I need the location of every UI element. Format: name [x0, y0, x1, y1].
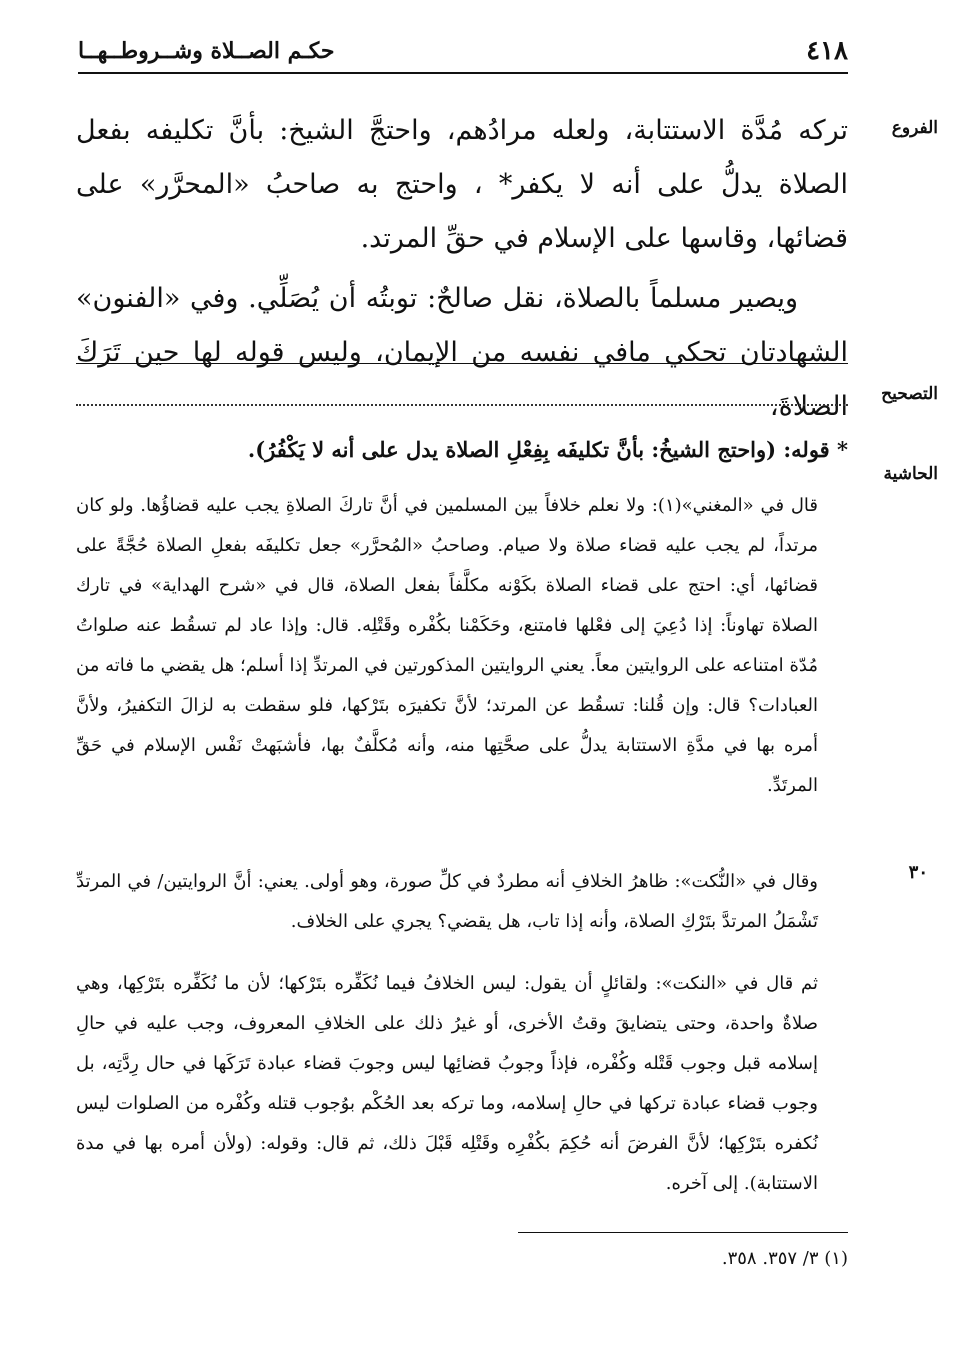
running-title: حكـم الصــلاة وشــروطــهــا [78, 38, 335, 64]
commentary-paragraph-text: ثم قال في «النكت»: ولقائلٍ أن يقول: ليس الخلافُ فيما نُكَفِّره بتَرْكها؛ لأن ما نُكَفِّره بتَرْكِها، وهي صلاةٌ واحدة، وحتى يتضايقَ وقتُ الأخرى، أو غيرُ ذلك على الخلافِ المعروف، وجب عليه في حالِ إسلامه قبل وجوب قَتْله وكُفْره، فإذاً وجوبُ قضائِها ليس وجوبَ قضاء عبادة تَرَكَها في حال رِدَّتِه، بل وجوب قضاء عبادة تركها في حالِ إسلامه، وما تركه بعد الحُكْم بوُجوب قتله وكُفْره من الصلوات ليس نُكفره بتَرْكِها؛ لأنَّ الفرضَ أنه حُكِمَ بكُفْرِه وقَتْلِه قَبْلَ ذلك، ثم قال: وقوله: (ولأن أمره بها في مدة الاستتابة). إلى آخره. [76, 973, 818, 1194]
commentary-paragraph-text: وقال في «النُّكت»: ظاهرُ الخلافِ أنه مطردٌ في كلِّ صورة، وهو أولى. يعني: أنَّ الروايتين/ في المرتدِّ تَشْمَلُ المرتدَّ بتَرْكِ الصلاة، وأنه إذا تاب، هل يقضي؟ يجري على الخلاف. [76, 871, 818, 932]
margin-label-tashih: التصحيح [881, 384, 938, 404]
commentary-heading: * قوله: (واحتج الشيخُ: بأنَّ تكليفَه بِفِعْلِ الصلاة يدل على أنه لا يَكْفُرُ). [247, 437, 848, 462]
footnote-rule [518, 1232, 848, 1233]
main-paragraph: تركه مُدَّة الاستتابة، ولعله مرادُهم، واحتجَّ الشيخ: بأنَّ تكليفه بفعل الصلاة يدلُّ على أنه لا يكفر* ، واحتج به صاحبُ «المحرَّر» على قضائها، وقاسها على الإسلام في حقِّ المرتد. [76, 115, 848, 254]
main-text-rule [76, 363, 848, 364]
commentary-paragraph [76, 486, 818, 806]
commentary-paragraph-text: قال في «المغني»(١): ولا نعلم خلافاً بين المسلمين في أنَّ تاركَ الصلاةِ يجب عليه قضاؤُها. ولو كان مرتداً، لم يجب عليه قضاء صلاة ولا صيام. وصاحبُ «المُحرَّر» جعل تكليفَه بفعلِ الصلاة حُجَّةً على قضائها، أي: احتج على قضاء الصلاة بكَوْنه مكلَّفاً بفعل الصلاة، قال في «شرح الهداية» في تارك الصلاة تهاوناً: إذا دُعِيَ إلى فعْلها فامتنع، وحَكَمْنا بكُفْره وقَتْلِه. قال: وإذا عاد لم تسقُط عنه صلواتُ مُدّة امتناعه على الروايتين معاً. يعني الروايتين المذكورتين في المرتدِّ إذا أسلم؛ هل يقضي ما فاته من العبادات؟ قال: وإن قُلنا: تسقُط عن المرتد؛ لأنَّ تكفيرَه بتَرْكها، فلو سقطت به لزالَ التكفيرُ، ولأنَّ أمره بها في مدَّةِ الاستتابة يدلُّ على صحَّتِها منه، وأنه مُكلَّفٌ بها، فأشبَهتْ نَفْس الإسلام في حَقِّ المرتَدِّ. [76, 495, 818, 796]
margin-page-marker: ٣٠ [908, 862, 928, 883]
page-header [78, 36, 848, 70]
commentary-paragraph [76, 964, 818, 1204]
main-paragraph: ويصير مسلماً بالصلاة، نقل صالحٌ: توبتُه أن يُصَلِّي. وفي «الفنون» الشهادتان تحكي مافي نفسه من الإيمان، وليس قوله لها حين تَرَكَ الصلاةَ، [76, 283, 848, 422]
tashih-dotted-line [76, 404, 848, 406]
header-rule [78, 72, 848, 74]
commentary-paragraph [76, 862, 818, 942]
margin-label-furu: الفروع [891, 118, 938, 138]
main-text-block [76, 104, 848, 434]
footnote: (١) ٣/ ٣٥٧. ٣٥٨. [721, 1248, 848, 1269]
margin-label-hashiya: الحاشية [883, 464, 938, 484]
page-number: ٤١٨ [806, 36, 848, 66]
